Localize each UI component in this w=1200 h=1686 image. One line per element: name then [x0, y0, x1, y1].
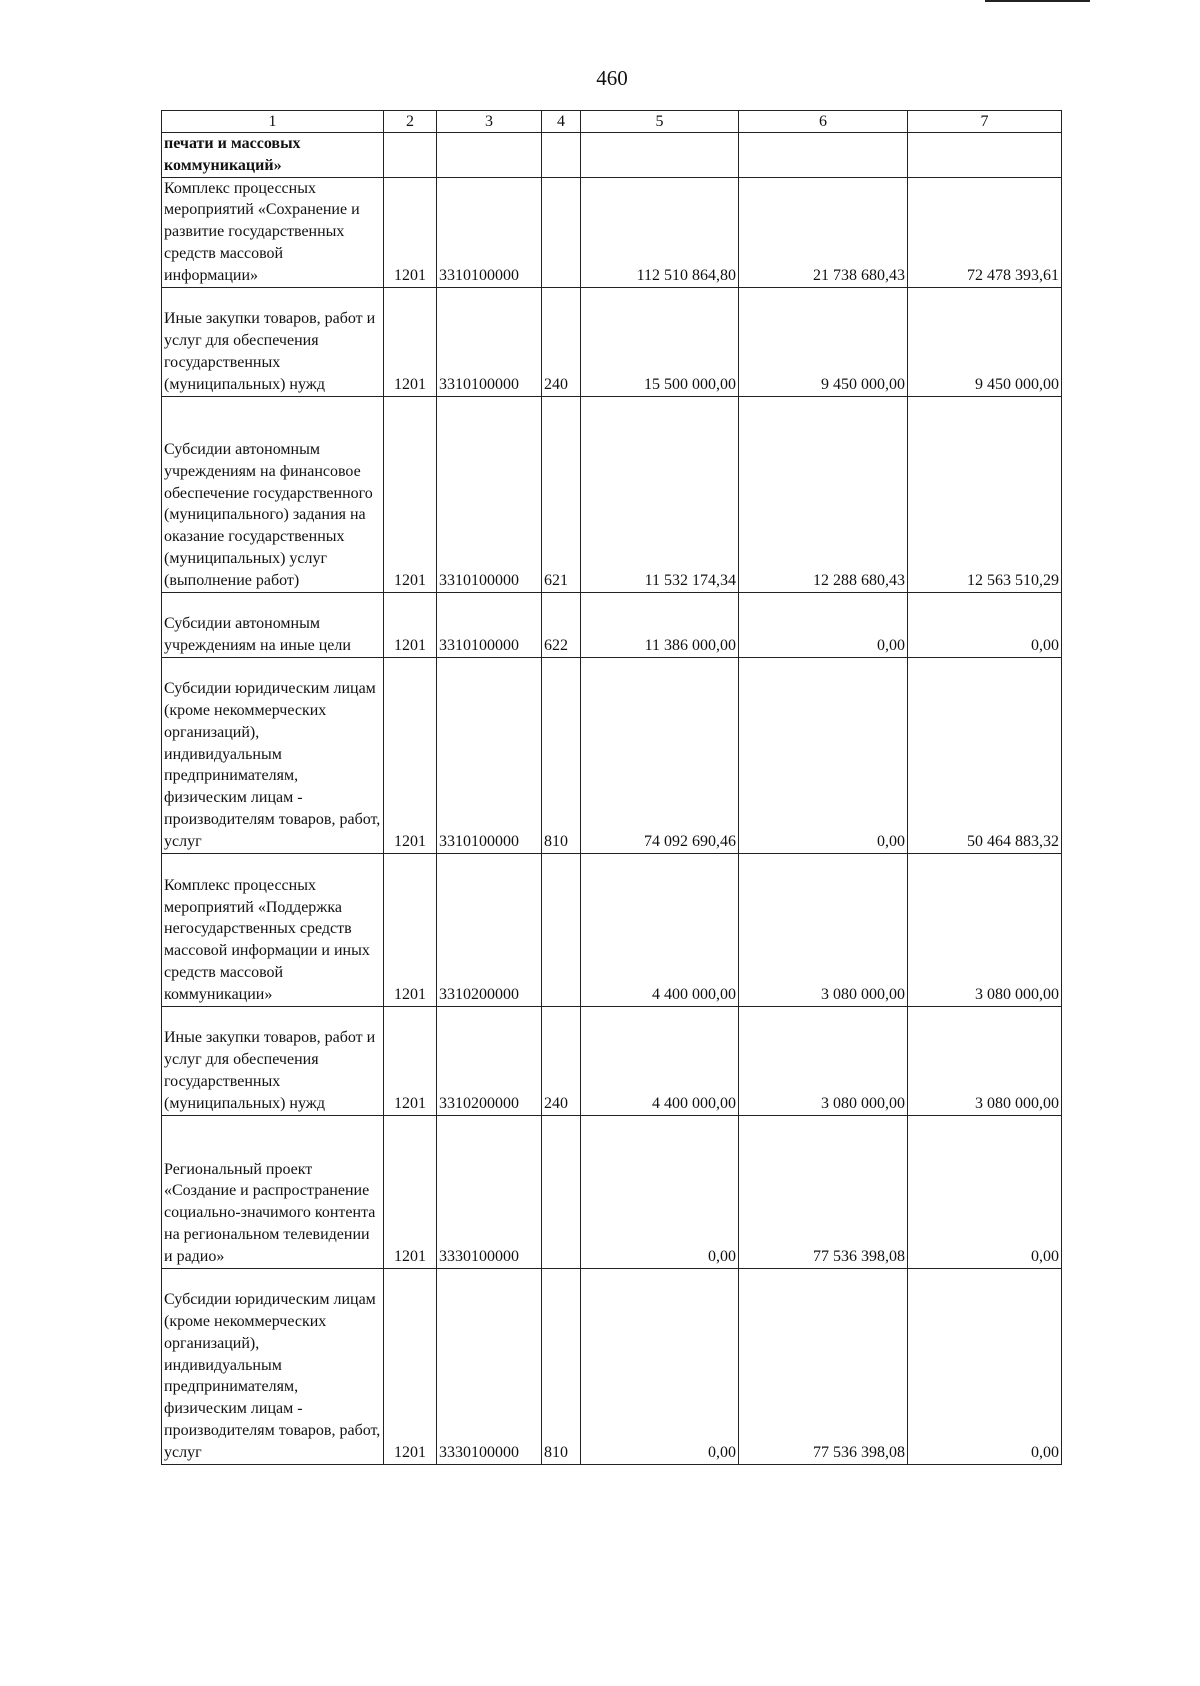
- row-name: Иные закупки товаров, работ и услуг для обеспечения государственных (муниципальных) нужд: [162, 1006, 384, 1115]
- table-row: [162, 1006, 1062, 1115]
- expense-kind-code: 240: [542, 287, 581, 396]
- amount-year-3: 0,00: [908, 1115, 1062, 1268]
- amount-year-3: [908, 133, 1062, 178]
- amount-year-1: 74 092 690,46: [581, 657, 739, 853]
- table-row: [162, 853, 1062, 1006]
- amount-year-2: 12 288 680,43: [739, 396, 908, 592]
- target-code: 3330100000: [437, 1268, 542, 1464]
- row-name: Комплекс процессных мероприятий «Поддержка негосударственных средств массовой информации и иных средств массовой коммуникации»: [162, 853, 384, 1006]
- column-number: 4: [542, 111, 581, 133]
- amount-year-3: 12 563 510,29: [908, 396, 1062, 592]
- page-number: 460: [596, 66, 628, 90]
- amount-year-2: 0,00: [739, 657, 908, 853]
- expense-kind-code: [542, 133, 581, 178]
- amount-year-3: 50 464 883,32: [908, 657, 1062, 853]
- amount-year-2: [739, 133, 908, 178]
- amount-year-2: 77 536 398,08: [739, 1268, 908, 1464]
- expense-kind-code: 621: [542, 396, 581, 592]
- target-code: 3310200000: [437, 853, 542, 1006]
- amount-year-1: 4 400 000,00: [581, 1006, 739, 1115]
- column-number: 5: [581, 111, 739, 133]
- expense-kind-code: [542, 177, 581, 287]
- section-code: 1201: [384, 1115, 437, 1268]
- row-name: Комплекс процессных мероприятий «Сохранение и развитие государственных средств массовой информации»: [162, 177, 384, 287]
- amount-year-2: 0,00: [739, 592, 908, 657]
- row-name: Субсидии автономным учреждениям на иные цели: [162, 592, 384, 657]
- amount-year-2: 3 080 000,00: [739, 1006, 908, 1115]
- target-code: 3310100000: [437, 177, 542, 287]
- target-code: 3310100000: [437, 592, 542, 657]
- section-code: 1201: [384, 1268, 437, 1464]
- target-code: [437, 133, 542, 178]
- column-number: 3: [437, 111, 542, 133]
- amount-year-3: 72 478 393,61: [908, 177, 1062, 287]
- table-row: [162, 177, 1062, 287]
- expense-kind-code: [542, 853, 581, 1006]
- target-code: 3310200000: [437, 1006, 542, 1115]
- section-code: 1201: [384, 657, 437, 853]
- target-code: 3310100000: [437, 396, 542, 592]
- section-code: [384, 133, 437, 178]
- expense-kind-code: 810: [542, 657, 581, 853]
- expense-kind-code: 810: [542, 1268, 581, 1464]
- expense-kind-code: 622: [542, 592, 581, 657]
- row-name: Региональный проект «Создание и распространение социально-значимого контента на региональном телевидении и радио»: [162, 1115, 384, 1268]
- row-name: Субсидии юридическим лицам (кроме некоммерческих организаций), индивидуальным предпринимателям, физическим лицам - производителям товаров, работ, услуг: [162, 657, 384, 853]
- amount-year-1: 0,00: [581, 1268, 739, 1464]
- amount-year-2: 3 080 000,00: [739, 853, 908, 1006]
- top-edge-line: [985, 0, 1090, 2]
- row-name: печати и массовых коммуникаций»: [162, 133, 384, 178]
- amount-year-2: 9 450 000,00: [739, 287, 908, 396]
- table-row: [162, 592, 1062, 657]
- amount-year-1: 15 500 000,00: [581, 287, 739, 396]
- column-number-row: [162, 111, 1062, 133]
- table-row: [162, 133, 1062, 178]
- expense-kind-code: [542, 1115, 581, 1268]
- table-row: [162, 657, 1062, 853]
- table-row: [162, 287, 1062, 396]
- amount-year-3: 0,00: [908, 1268, 1062, 1464]
- row-name: Иные закупки товаров, работ и услуг для обеспечения государственных (муниципальных) нужд: [162, 287, 384, 396]
- section-code: 1201: [384, 853, 437, 1006]
- column-number: 2: [384, 111, 437, 133]
- column-number: 7: [908, 111, 1062, 133]
- column-number: 6: [739, 111, 908, 133]
- amount-year-1: 11 532 174,34: [581, 396, 739, 592]
- target-code: 3310100000: [437, 287, 542, 396]
- amount-year-3: 3 080 000,00: [908, 853, 1062, 1006]
- target-code: 3330100000: [437, 1115, 542, 1268]
- section-code: 1201: [384, 287, 437, 396]
- expense-kind-code: 240: [542, 1006, 581, 1115]
- section-code: 1201: [384, 1006, 437, 1115]
- table-row: [162, 1268, 1062, 1464]
- amount-year-3: 0,00: [908, 592, 1062, 657]
- section-code: 1201: [384, 592, 437, 657]
- row-name: Субсидии юридическим лицам (кроме некоммерческих организаций), индивидуальным предпринимателям, физическим лицам - производителям товаров, работ, услуг: [162, 1268, 384, 1464]
- amount-year-3: 3 080 000,00: [908, 1006, 1062, 1115]
- amount-year-2: 77 536 398,08: [739, 1115, 908, 1268]
- amount-year-3: 9 450 000,00: [908, 287, 1062, 396]
- amount-year-1: 112 510 864,80: [581, 177, 739, 287]
- column-number: 1: [162, 111, 384, 133]
- amount-year-1: 11 386 000,00: [581, 592, 739, 657]
- amount-year-1: 0,00: [581, 1115, 739, 1268]
- section-code: 1201: [384, 177, 437, 287]
- amount-year-2: 21 738 680,43: [739, 177, 908, 287]
- amount-year-1: 4 400 000,00: [581, 853, 739, 1006]
- budget-table: [161, 110, 1062, 1465]
- row-name: Субсидии автономным учреждениям на финансовое обеспечение государственного (муниципального) задания на оказание государственных (муниципальных) услуг (выполнение работ): [162, 396, 384, 592]
- amount-year-1: [581, 133, 739, 178]
- table-row: [162, 1115, 1062, 1268]
- table-row: [162, 396, 1062, 592]
- section-code: 1201: [384, 396, 437, 592]
- target-code: 3310100000: [437, 657, 542, 853]
